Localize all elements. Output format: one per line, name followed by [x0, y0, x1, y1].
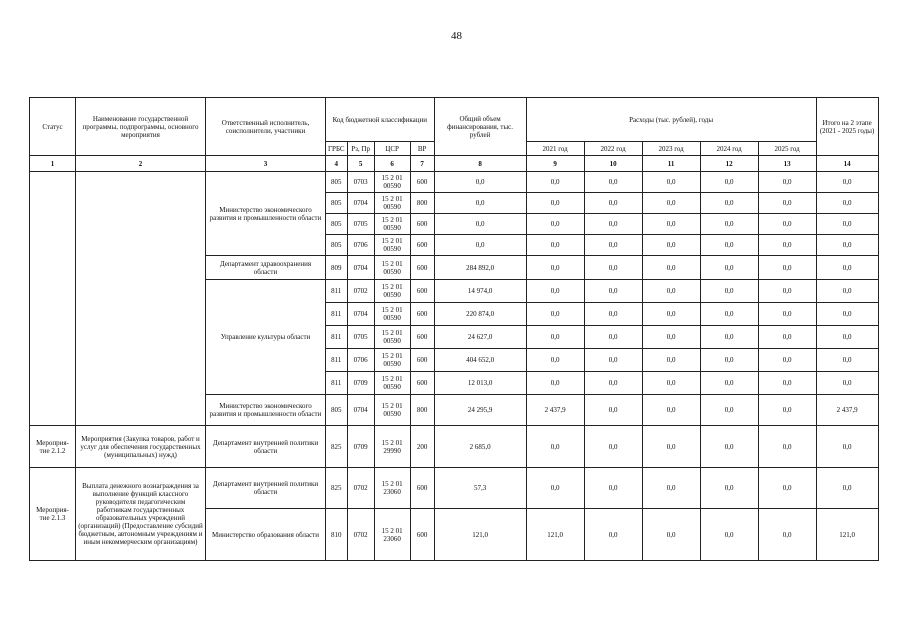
cell-y2024: 0,0 — [700, 303, 758, 326]
cell-rzpr: 0702 — [347, 280, 374, 303]
cell-csr: 15 2 01 23060 — [374, 468, 410, 509]
cell-vr: 600 — [410, 326, 434, 349]
cell-y2021: 0,0 — [526, 303, 584, 326]
activity-name-2-1-3: Выплата денежного вознаграждения за выполнение функций классного руководителя педагогическим работникам государственных образовательных учреждений (организаций) (Предоставление субсидий бюджетным, автономным учреждениям и иным некоммерческим организациям) — [76, 468, 206, 561]
cell-y2025: 0,0 — [758, 326, 816, 349]
cell-rzpr: 0704 — [347, 303, 374, 326]
cell-grbs: 809 — [326, 256, 348, 280]
cell-y2021: 0,0 — [526, 256, 584, 280]
cell-vr: 600 — [410, 372, 434, 395]
header-vr: ВР — [410, 142, 434, 156]
status-cell-empty — [30, 172, 76, 426]
cell-y2025: 0,0 — [758, 426, 816, 468]
cell-y2024: 0,0 — [700, 426, 758, 468]
cell-grbs: 825 — [326, 468, 348, 509]
cell-stage: 2 437,9 — [816, 395, 878, 426]
cell-y2022: 0,0 — [584, 172, 642, 193]
table-body — [30, 156, 879, 561]
cell-y2024: 0,0 — [700, 256, 758, 280]
header-grbs: ГРБС — [326, 142, 348, 156]
cell-grbs: 805 — [326, 395, 348, 426]
cell-rzpr: 0702 — [347, 509, 374, 561]
cell-stage: 0,0 — [816, 372, 878, 395]
cell-csr: 15 2 01 00590 — [374, 193, 410, 214]
header-stage-total: Итого на 2 этапе (2021 - 2025 годы) — [816, 98, 878, 156]
cell-y2023: 0,0 — [642, 509, 700, 561]
page-number: 48 — [451, 30, 462, 42]
header-budget-code: Код бюджетной классификации — [326, 98, 435, 142]
cell-y2021: 0,0 — [526, 349, 584, 372]
cell-y2025: 0,0 — [758, 372, 816, 395]
cell-vr: 800 — [410, 193, 434, 214]
cell-csr: 15 2 01 00590 — [374, 172, 410, 193]
cell-y2024: 0,0 — [700, 172, 758, 193]
cell-y2022: 0,0 — [584, 280, 642, 303]
cell-stage: 0,0 — [816, 303, 878, 326]
cell-y2024: 0,0 — [700, 326, 758, 349]
cell-y2023: 0,0 — [642, 256, 700, 280]
cell-y2023: 0,0 — [642, 235, 700, 256]
cell-y2025: 0,0 — [758, 395, 816, 426]
cell-y2022: 0,0 — [584, 349, 642, 372]
cell-y2022: 0,0 — [584, 303, 642, 326]
cell-grbs: 811 — [326, 280, 348, 303]
cell-y2024: 0,0 — [700, 280, 758, 303]
header-year-2024: 2024 год — [700, 142, 758, 156]
cell-rzpr: 0704 — [347, 256, 374, 280]
cell-y2024: 0,0 — [700, 468, 758, 509]
header-name: Наименование государственной программы, подпрограммы, основного мероприятия — [76, 98, 206, 156]
header-executor: Ответственный исполнитель, соисполнители, участники — [206, 98, 326, 156]
header-total-volume: Общий объем финансирования, тыс. рублей — [434, 98, 526, 156]
cell-rzpr: 0706 — [347, 349, 374, 372]
cell-total: 404 652,0 — [434, 349, 526, 372]
name-cell-empty — [76, 172, 206, 426]
cell-y2023: 0,0 — [642, 193, 700, 214]
cell-stage: 0,0 — [816, 280, 878, 303]
activity-status-2-1-2: Мероприя-тие 2.1.2 — [30, 426, 76, 468]
cell-y2021: 121,0 — [526, 509, 584, 561]
cell-stage: 0,0 — [816, 214, 878, 235]
cell-stage: 0,0 — [816, 256, 878, 280]
table-row — [30, 172, 879, 193]
cell-stage: 0,0 — [816, 468, 878, 509]
cell-stage: 0,0 — [816, 426, 878, 468]
cell-rzpr: 0705 — [347, 214, 374, 235]
cell-vr: 200 — [410, 426, 434, 468]
cell-grbs: 825 — [326, 426, 348, 468]
cell-rzpr: 0702 — [347, 468, 374, 509]
executor-ministry-econ: Министерство экономического развития и промышленности области — [206, 172, 326, 256]
column-index: 5 — [347, 156, 374, 172]
column-index: 1 — [30, 156, 76, 172]
column-index-row — [30, 156, 879, 172]
cell-grbs: 811 — [326, 326, 348, 349]
cell-vr: 600 — [410, 256, 434, 280]
header-year-2025: 2025 год — [758, 142, 816, 156]
cell-y2022: 0,0 — [584, 509, 642, 561]
cell-vr: 800 — [410, 395, 434, 426]
cell-csr: 15 2 01 23060 — [374, 509, 410, 561]
header-year-2023: 2023 год — [642, 142, 700, 156]
cell-y2023: 0,0 — [642, 303, 700, 326]
cell-total: 284 892,0 — [434, 256, 526, 280]
cell-grbs: 811 — [326, 372, 348, 395]
cell-total: 0,0 — [434, 172, 526, 193]
cell-stage: 0,0 — [816, 235, 878, 256]
cell-stage: 121,0 — [816, 509, 878, 561]
cell-csr: 15 2 01 00590 — [374, 256, 410, 280]
cell-y2025: 0,0 — [758, 303, 816, 326]
cell-grbs: 805 — [326, 172, 348, 193]
cell-y2024: 0,0 — [700, 372, 758, 395]
cell-y2021: 0,0 — [526, 214, 584, 235]
column-index: 12 — [700, 156, 758, 172]
column-index: 2 — [76, 156, 206, 172]
cell-y2024: 0,0 — [700, 214, 758, 235]
column-index: 9 — [526, 156, 584, 172]
cell-y2022: 0,0 — [584, 326, 642, 349]
cell-total: 24 295,9 — [434, 395, 526, 426]
cell-total: 121,0 — [434, 509, 526, 561]
cell-y2024: 0,0 — [700, 349, 758, 372]
cell-y2025: 0,0 — [758, 235, 816, 256]
cell-grbs: 811 — [326, 303, 348, 326]
cell-y2025: 0,0 — [758, 214, 816, 235]
executor-ministry-edu: Министерство образования области — [206, 509, 326, 561]
cell-y2021: 0,0 — [526, 468, 584, 509]
cell-y2022: 0,0 — [584, 235, 642, 256]
header-csr: ЦСР — [374, 142, 410, 156]
cell-y2023: 0,0 — [642, 326, 700, 349]
cell-stage: 0,0 — [816, 326, 878, 349]
cell-total: 14 974,0 — [434, 280, 526, 303]
cell-y2023: 0,0 — [642, 395, 700, 426]
cell-y2025: 0,0 — [758, 468, 816, 509]
cell-y2023: 0,0 — [642, 280, 700, 303]
cell-y2024: 0,0 — [700, 235, 758, 256]
cell-total: 57,3 — [434, 468, 526, 509]
cell-vr: 600 — [410, 280, 434, 303]
cell-y2022: 0,0 — [584, 426, 642, 468]
executor-health-dept: Департамент здравоохранения области — [206, 256, 326, 280]
cell-grbs: 810 — [326, 509, 348, 561]
cell-total: 220 874,0 — [434, 303, 526, 326]
cell-y2023: 0,0 — [642, 172, 700, 193]
cell-rzpr: 0709 — [347, 426, 374, 468]
table-row — [30, 426, 879, 468]
cell-y2024: 0,0 — [700, 193, 758, 214]
header-expenses: Расходы (тыс. рублей), годы — [526, 98, 816, 142]
header-rzpr: Рз, Пр — [347, 142, 374, 156]
cell-rzpr: 0704 — [347, 193, 374, 214]
cell-y2023: 0,0 — [642, 372, 700, 395]
cell-grbs: 811 — [326, 349, 348, 372]
cell-y2022: 0,0 — [584, 395, 642, 426]
cell-stage: 0,0 — [816, 172, 878, 193]
cell-y2023: 0,0 — [642, 349, 700, 372]
column-index: 3 — [206, 156, 326, 172]
cell-vr: 600 — [410, 468, 434, 509]
cell-y2025: 0,0 — [758, 193, 816, 214]
cell-y2022: 0,0 — [584, 372, 642, 395]
cell-csr: 15 2 01 00590 — [374, 214, 410, 235]
activity-name-2-1-2: Мероприятия (Закупка товаров, работ и услуг для обеспечения государственных (муниципальных) нужд) — [76, 426, 206, 468]
cell-y2021: 0,0 — [526, 172, 584, 193]
cell-y2023: 0,0 — [642, 214, 700, 235]
cell-y2022: 0,0 — [584, 256, 642, 280]
cell-total: 0,0 — [434, 193, 526, 214]
cell-stage: 0,0 — [816, 349, 878, 372]
column-index: 13 — [758, 156, 816, 172]
cell-y2021: 0,0 — [526, 326, 584, 349]
cell-grbs: 805 — [326, 193, 348, 214]
executor-inner-policy-2: Департамент внутренней политики области — [206, 468, 326, 509]
cell-vr: 600 — [410, 349, 434, 372]
cell-vr: 600 — [410, 303, 434, 326]
column-index: 14 — [816, 156, 878, 172]
cell-y2024: 0,0 — [700, 395, 758, 426]
cell-y2025: 0,0 — [758, 509, 816, 561]
column-index: 11 — [642, 156, 700, 172]
budget-table — [29, 97, 879, 561]
cell-csr: 15 2 01 29990 — [374, 426, 410, 468]
column-index: 8 — [434, 156, 526, 172]
cell-grbs: 805 — [326, 235, 348, 256]
header-year-2022: 2022 год — [584, 142, 642, 156]
cell-csr: 15 2 01 00590 — [374, 372, 410, 395]
cell-csr: 15 2 01 00590 — [374, 303, 410, 326]
cell-y2021: 0,0 — [526, 193, 584, 214]
cell-y2025: 0,0 — [758, 349, 816, 372]
cell-rzpr: 0705 — [347, 326, 374, 349]
executor-culture-dept: Управление культуры области — [206, 280, 326, 395]
cell-y2022: 0,0 — [584, 468, 642, 509]
column-index: 10 — [584, 156, 642, 172]
column-index: 7 — [410, 156, 434, 172]
cell-y2021: 0,0 — [526, 372, 584, 395]
cell-y2025: 0,0 — [758, 256, 816, 280]
cell-y2021: 0,0 — [526, 235, 584, 256]
cell-vr: 600 — [410, 214, 434, 235]
table-row — [30, 468, 879, 509]
cell-vr: 600 — [410, 509, 434, 561]
cell-rzpr: 0709 — [347, 372, 374, 395]
cell-csr: 15 2 01 00590 — [374, 395, 410, 426]
cell-csr: 15 2 01 00590 — [374, 280, 410, 303]
cell-csr: 15 2 01 00590 — [374, 349, 410, 372]
cell-y2022: 0,0 — [584, 193, 642, 214]
cell-vr: 600 — [410, 172, 434, 193]
cell-grbs: 805 — [326, 214, 348, 235]
cell-rzpr: 0706 — [347, 235, 374, 256]
cell-y2025: 0,0 — [758, 280, 816, 303]
column-index: 4 — [326, 156, 348, 172]
cell-y2022: 0,0 — [584, 214, 642, 235]
column-index: 6 — [374, 156, 410, 172]
executor-ministry-econ-2: Министерство экономического развития и промышленности области — [206, 395, 326, 426]
header-status: Статус — [30, 98, 76, 156]
cell-y2025: 0,0 — [758, 172, 816, 193]
activity-status-2-1-3: Мероприя-тие 2.1.3 — [30, 468, 76, 561]
cell-rzpr: 0704 — [347, 395, 374, 426]
table-header — [30, 98, 879, 156]
cell-total: 0,0 — [434, 214, 526, 235]
cell-stage: 0,0 — [816, 193, 878, 214]
cell-total: 2 685,0 — [434, 426, 526, 468]
cell-y2021: 2 437,9 — [526, 395, 584, 426]
cell-y2023: 0,0 — [642, 426, 700, 468]
cell-y2023: 0,0 — [642, 468, 700, 509]
executor-inner-policy: Департамент внутренней политики области — [206, 426, 326, 468]
header-year-2021: 2021 год — [526, 142, 584, 156]
cell-y2024: 0,0 — [700, 509, 758, 561]
cell-total: 12 013,0 — [434, 372, 526, 395]
cell-rzpr: 0703 — [347, 172, 374, 193]
cell-y2021: 0,0 — [526, 426, 584, 468]
cell-y2021: 0,0 — [526, 280, 584, 303]
cell-vr: 600 — [410, 235, 434, 256]
cell-csr: 15 2 01 00590 — [374, 235, 410, 256]
cell-total: 24 627,0 — [434, 326, 526, 349]
cell-total: 0,0 — [434, 235, 526, 256]
cell-csr: 15 2 01 00590 — [374, 326, 410, 349]
